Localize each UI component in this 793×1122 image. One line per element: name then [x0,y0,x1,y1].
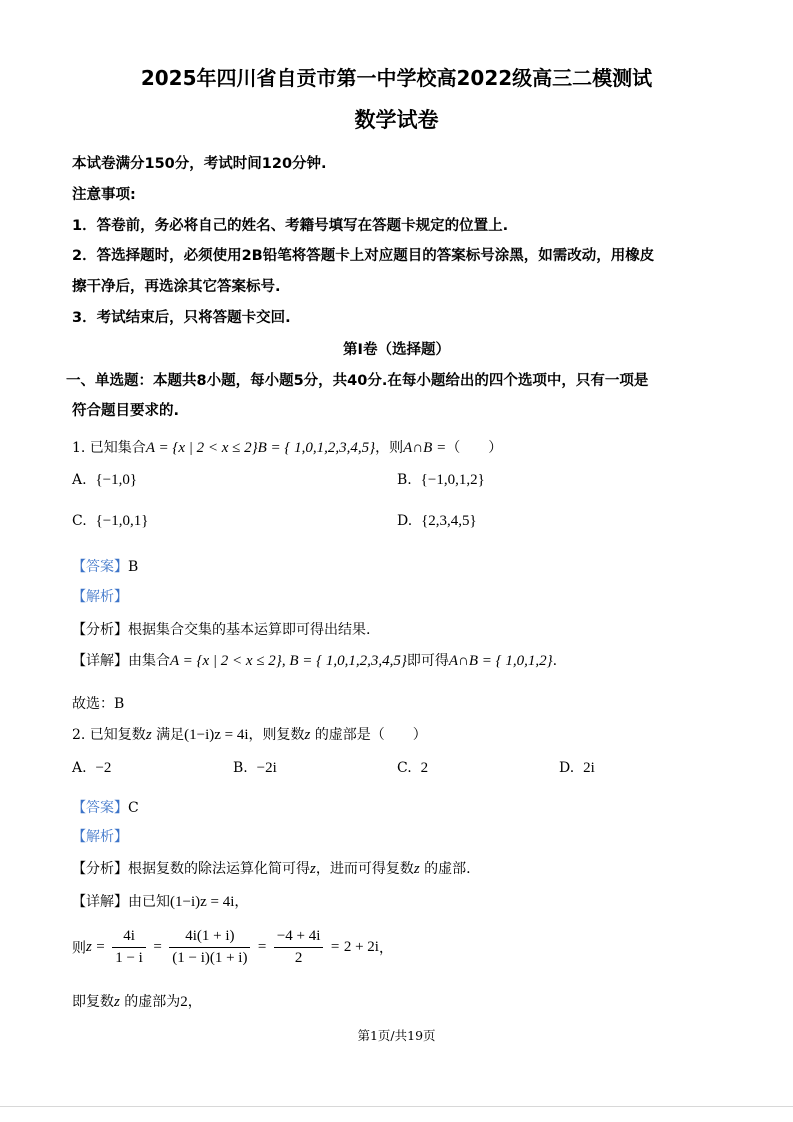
q2-answer: 【答案】C [72,800,139,816]
q2-detail: 【详解】由已知(1−i)z = 4i， [72,894,249,910]
q1-set-b: B = { 1,0,1,2,3,4,5} [257,440,376,456]
question-1 [72,437,502,457]
q2-option-d: D. 2i [559,760,595,776]
section-heading-cont: 符合题目要求的. [72,403,180,419]
q1-option-c: C. {−1,0,1} [72,513,149,529]
fraction-3: $\frac{-4 + 4i}{2}$ [274,928,324,967]
q1-answer: 【答案】B [72,559,139,575]
q1-conclusion: 故选：B [72,696,125,712]
exam-intro: 本试卷满分150分，考试时间120分钟. [72,156,327,172]
q1-prefix: 1. 已知集合 [72,440,146,456]
page-number: 第1页/共19页 [357,1028,436,1043]
q1-paren: （ ） [446,440,503,456]
notice-item-2-cont: 擦干净后，再选涂其它答案标号. [72,279,281,295]
q1-detail: 【详解】由集合A = {x | 2 < x ≤ 2}, B = { 1,0,1,2,3,4,5}即可得A∩B = { 1,0,1,2}. [72,653,558,669]
exam-title: 2025年四川省自贡市第一中学校高2022级高三二模测试 [140,66,653,90]
q1-ask: ，则 [375,440,404,456]
q2-option-a: A. −2 [72,760,112,776]
q1-fenxi: 【分析】根据集合交集的基本运算即可得出结果. [72,622,371,638]
q2-fenxi: 【分析】根据复数的除法运算化简可得z，进而可得复数z 的虚部. [72,861,471,877]
question-2: 2. 已知复数z 满足(1−i)z = 4i，则复数z 的虚部是（ ） [72,727,427,743]
q1-analysis-tag: 【解析】 [72,589,128,605]
q2-imag-part: 即复数z 的虚部为2， [72,994,202,1010]
notice-item-2: 2．答选择题时，必须使用2B铅笔将答题卡上对应题目的答案标号涂黑，如需改动，用橡皮 [72,248,655,264]
q1-set-a: A = {x | 2 < x ≤ 2} [145,440,258,456]
section-heading: 一、单选题：本题共8小题，每小题5分，共40分.在每小题给出的四个选项中，只有一项是 [66,373,649,389]
q1-option-d: D. {2,3,4,5} [397,513,477,529]
exam-subtitle: 数学试卷 [354,108,439,132]
q2-option-c: C. 2 [397,760,429,776]
q2-analysis-tag: 【解析】 [72,829,128,845]
notice-title: 注意事项: [72,187,136,203]
q1-option-b: B. {−1,0,1,2} [397,472,485,488]
notice-item-1: 1．答卷前，务必将自己的姓名、考籍号填写在答题卡规定的位置上. [72,218,509,234]
q2-derivation: 则z = $\frac{4i}{1 - i}$ = $\frac{4i(1 + i)}{(1 - i)(1 + i)}$ = $\frac{-4 + 4i}{2}$ = 2 + 2i， [72,928,393,966]
fraction-1: $\frac{4i}{1 - i}$ [112,928,146,967]
q2-option-b: B. −2i [233,760,277,776]
notice-item-3: 3．考试结束后，只将答题卡交回. [72,310,291,326]
bottom-divider [0,1106,793,1107]
part-title: 第I卷（选择题） [343,342,450,358]
q1-option-a: A. {−1,0} [72,472,138,488]
q1-expr: A∩B = [403,440,447,456]
fraction-2: $\frac{4i(1 + i)}{(1 - i)(1 + i)}$ [169,928,250,967]
